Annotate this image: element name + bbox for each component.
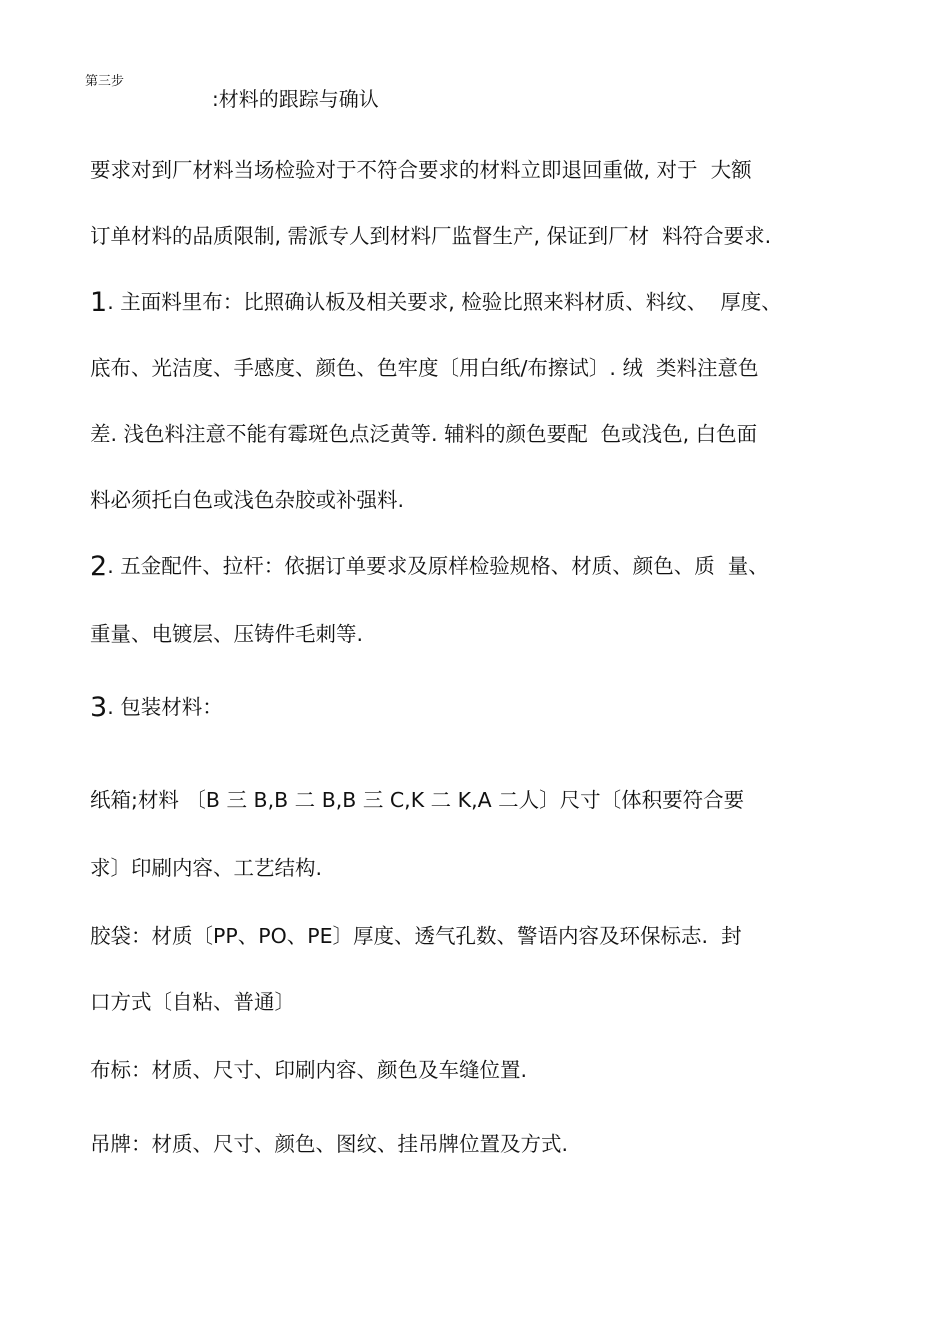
- item-2-line-1: [90, 552, 769, 581]
- item-3-number: 3: [90, 692, 108, 723]
- item-1-line-3: 差. 浅色料注意不能有霉斑色点泛黄等. 辅料的颜色要配 色或浅色, 白色面: [90, 422, 758, 446]
- item-1-line-2: 底布、光洁度、手感度、颜色、色牢度〔用白纸/布擦试〕. 绒 类料注意色: [90, 356, 759, 380]
- intro-line-2: 订单材料的品质限制, 需派专人到材料厂监督生产, 保证到厂材 料符合要求.: [90, 224, 772, 248]
- item-1-line-1: [90, 288, 782, 317]
- step-title: :材料的跟踪与确认: [212, 87, 379, 111]
- bag-line-1: 胶袋：材质〔PP、PO、PE〕厚度、透气孔数、警语内容及环保标志. 封: [90, 924, 742, 948]
- item-2-heading-text: . 五金配件、拉杆：依据订单要求及原样检验规格、材质、颜色、质 量、: [107, 554, 769, 578]
- carton-line-1: 纸箱;材料 〔B 三 B,B 二 B,B 三 C,K 二 K,A 二人〕尺寸〔体积要符合要: [90, 788, 745, 812]
- item-2-line-2: 重量、电镀层、压铸件毛刺等.: [90, 622, 364, 646]
- item-3-heading-text: . 包装材料：: [107, 695, 223, 719]
- intro-line-1: 要求对到厂材料当场检验对于不符合要求的材料立即退回重做, 对于 大额: [90, 158, 752, 182]
- item-1-heading-text: . 主面料里布：比照确认板及相关要求, 检验比照来料材质、料纹、 厚度、: [107, 290, 782, 314]
- item-2-number: 2: [90, 551, 108, 582]
- item-3-line-1: [90, 693, 223, 722]
- carton-line-2: 求〕印刷内容、工艺结构.: [90, 856, 323, 880]
- bag-line-2: 口方式〔自粘、普通〕: [90, 990, 295, 1014]
- fabric-label-line: 布标：材质、尺寸、印刷内容、颜色及车缝位置.: [90, 1058, 528, 1082]
- step-label: 第三步: [85, 74, 125, 89]
- item-1-line-4: 料必须托白色或浅色杂胶或补强料.: [90, 488, 405, 512]
- item-1-number: 1: [90, 287, 108, 318]
- hang-tag-line: 吊牌：材质、尺寸、颜色、图纹、挂吊牌位置及方式.: [90, 1132, 569, 1156]
